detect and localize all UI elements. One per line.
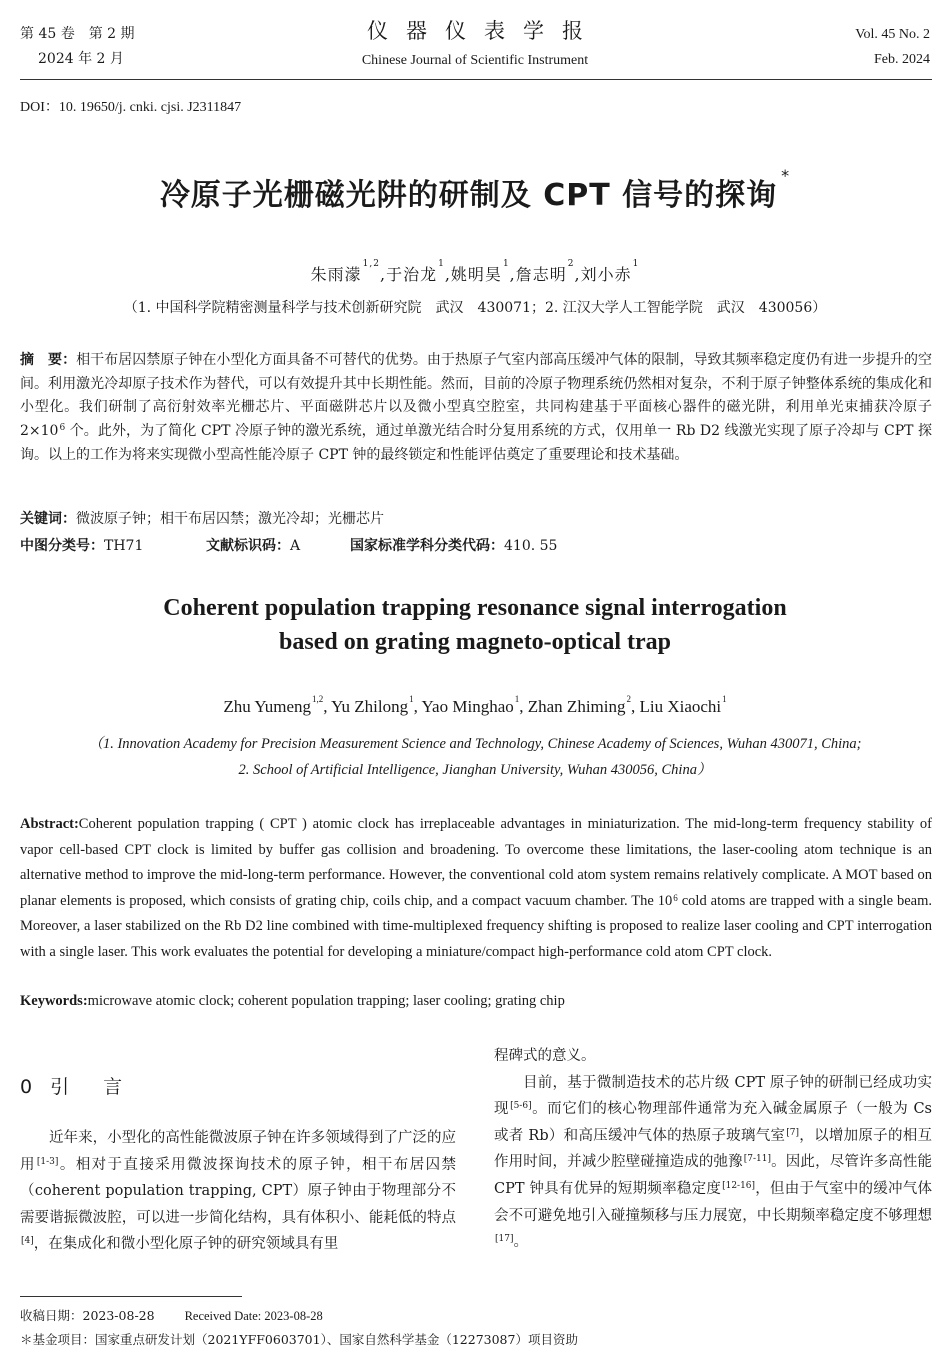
author-list-en: Zhu Yumeng$^{1,2}$, Yu Zhilong$^1$, Yao Minghao$^1$, Zhan Zhiming$^2$, Liu Xiaochi$^1$ [223, 694, 727, 716]
doi: DOI：10. 19650/j. cnki. cjsi. J2311847 [20, 100, 242, 115]
author-aff: 2 [626, 694, 631, 704]
paragraph-continued: 程碑式的意义。 [494, 1048, 596, 1064]
citation: [4] [21, 1236, 34, 1247]
issue-info-en [855, 22, 930, 72]
paper-title-cn-text: 冷原子光栅磁光阱的研制及 CPT 信号的探询 [159, 178, 778, 213]
keywords-en [20, 993, 932, 1010]
section-title: 引言 [50, 1076, 157, 1098]
body-column-left [20, 1125, 456, 1258]
author-list-cn: 朱雨濛$^{1,2}$,于治龙$^1$,姚明昊$^1$,詹志明$^2$,刘小赤$^1$ [310, 259, 640, 284]
section-heading [20, 1072, 156, 1099]
author-aff: 1,2 [312, 694, 324, 704]
issue-date: 2024 年 2 月 [38, 51, 124, 67]
keywords-label-en: Keywords: [20, 993, 88, 1009]
author-name: Yao Minghao [421, 697, 514, 716]
paragraph [494, 1070, 932, 1256]
doc-code-value: A [290, 538, 301, 554]
journal-name-en: Chinese Journal of Scientific Instrument [361, 53, 589, 68]
affiliation-en-line2: 2. School of Artificial Intelligence, Jianghan University, Wuhan 430056, China） [238, 762, 712, 778]
citation: [5-6] [510, 1101, 532, 1112]
keywords-label-cn: 关键词： [20, 511, 76, 527]
paper-title-en-line2: based on grating magneto-optical trap [279, 629, 671, 655]
exponent: 6 [673, 892, 678, 903]
text-run: 近年来，小型化的高性能微波原子钟在许多领域得到了广泛的应用 [20, 1130, 456, 1173]
citation: [17] [495, 1234, 514, 1245]
author-aff: 1 [722, 694, 727, 704]
affiliation-cn: （1. 中国科学院精密测量科学与技术创新研究院 武汉 430071；2. 江汉大学人工智能学院 武汉 430056） [123, 300, 827, 316]
received-date-en: Received Date: 2023-08-28 [184, 1309, 323, 1323]
fund-mark: * [781, 166, 791, 185]
fund-note: ＊基金项目：国家重点研发计划（2021YFF0603701）、国家自然科学基金（12273087）项目资助 [20, 1332, 578, 1347]
paper-title-en [0, 591, 950, 659]
paper-title-en-line1: Coherent population trapping resonance signal interrogation [163, 595, 787, 621]
paragraph [20, 1125, 456, 1258]
text-run: 。因此，尽管许多高性能 CPT 钟具有优异的短期频率稳定度 [494, 1154, 933, 1197]
volume-issue: 第 45 卷 第 2 期 [20, 26, 135, 42]
subject-code-label: 国家标准学科分类代码： [350, 538, 504, 554]
subject-code-value: 410. 55 [504, 538, 558, 554]
received-date-cn: 收稿日期：2023-08-28 [20, 1308, 155, 1323]
citation: [7] [786, 1127, 800, 1138]
author-name: Liu Xiaochi [639, 697, 722, 716]
footnote-divider [20, 1296, 242, 1297]
author-name: Yu Zhilong [331, 697, 409, 716]
header-divider [20, 79, 932, 80]
volume-issue-en: Vol. 45 No. 2 [855, 27, 930, 42]
author-name: 于治龙 [386, 265, 438, 284]
classification-line [20, 535, 932, 555]
author-aff: 2 [567, 259, 575, 269]
keywords-text-cn: 微波原子钟；相干布居囚禁；激光冷却；光栅芯片 [76, 511, 384, 527]
abstract-text-cn: 相干布居囚禁原子钟在小型化方面具备不可替代的优势。由于热原子气室内部高压缓冲气体的限制，导致其频率稳定度仍有进一步提升的空间。利用激光冷却原子技术作为替代，可以有效提升其中长期性能。然而，目前的冷原子物理系统仍然相对复杂，不利于原子钟整体系统的集成化和小型化。我们研制了高衍射效率光栅芯片、平面磁阱芯片以及微小型真空腔室，共同构建基于平面核心器件的磁光阱，利用单光束捕获冷原子 2×10 [20, 352, 932, 440]
abstract-text-cn-2: 个。此外，为了简化 CPT 冷原子钟的激光系统，通过单激光结合时分复用系统的方式，仅用单一 Rb D2 线激光实现了原子冷却与 CPT 探询。以上的工作为将来实现微小型高性能冷原子 CPT 钟的最终锁定和性能评估奠定了重要理论和技术基础。 [20, 423, 932, 463]
body-column-right [494, 1043, 932, 1256]
citation: [1-3] [36, 1156, 59, 1167]
author-aff: 1 [409, 694, 414, 704]
abstract-text-en: Coherent population trapping ( CPT ) atomic clock has irreplaceable advantages in miniaturization. The mid-long-term frequency stability of vapor cell-based CPT clock is limited by buffer gas collision and broadening. To overcome these limitations, the laser-cooling atom technique is an alternative method to improve the mid-long-term performance. However, the conventional cold atom system remains relatively complicate. A MOT based on planar elements is proposed, which consists of grating chip, coils chip, and a compact vacuum chamber. The 10 [20, 816, 932, 909]
author-name: 朱雨濛 [310, 265, 362, 284]
affiliation-en-line1: （1. Innovation Academy for Precision Measurement Science and Technology, Chinese Academy of Sciences, Wuhan 430071, China; [88, 736, 862, 752]
journal-name [0, 18, 950, 74]
author-aff: 1 [502, 259, 510, 269]
author-aff: 1 [632, 259, 640, 269]
text-run: ，但由于气室中的缓冲气体会不可避免地引入碰撞频移与压力展宽，中长期频率稳定度不够理想 [494, 1180, 932, 1224]
author-name: 詹志明 [515, 265, 567, 284]
issue-date-en: Feb. 2024 [874, 52, 930, 67]
journal-name-cn: 仪器仪表学报 [367, 19, 601, 43]
text-run: 。 [513, 1234, 528, 1251]
abstract-label-en: Abstract: [20, 816, 79, 832]
text-run: ，以增加原子的相互作用时间，并减少腔壁碰撞造成的弛豫 [494, 1127, 932, 1171]
doc-code-label: 文献标识码： [206, 538, 290, 554]
text-run: 。相对于直接采用微波探询技术的原子钟，相干布居囚禁（coherent population trapping, CPT）原子钟由于物理部分不需要谐振微波腔，可以进一步简化结构，具有体积小、能耗低的特点 [20, 1156, 457, 1226]
abstract-text-en-2: cold atoms are trapped with a single beam. Moreover, a laser stabilized on the Rb D2 line combined with time-multiplexed frequency shifting is proposed to realize laser cooling and CPT interrogation with a single laser. This work evaluates the potential for developing a miniature/compact high-performance cold atom CPT clock. [20, 892, 933, 960]
author-name: 姚明昊 [450, 265, 502, 284]
citation: [12-16] [722, 1180, 756, 1191]
exponent: 6 [59, 423, 66, 434]
abstract-en [20, 812, 932, 966]
text-run: 。而它们的核心物理部件通常为充入碱金属原子（一般为 Cs 或者 Rb）和高压缓冲气体的热原子玻璃气室 [494, 1101, 933, 1144]
clc-value: TH71 [104, 538, 144, 554]
paper-title-cn [0, 166, 950, 214]
citation: [7-11] [743, 1154, 772, 1165]
author-aff: 1 [514, 694, 520, 704]
text-run: ，在集成化和微小型化原子钟的研究领域具有里 [33, 1236, 339, 1253]
text-run: 目前，基于微制造技术的芯片级 CPT 原子钟的研制已经成功实现 [494, 1074, 932, 1118]
abstract-cn [20, 349, 932, 468]
affiliation-en [0, 731, 950, 783]
author-name: Zhan Zhiming [527, 697, 626, 716]
keywords-text-en: microwave atomic clock; coherent population trapping; laser cooling; grating chip [87, 993, 565, 1009]
author-aff: 1 [438, 259, 445, 269]
keywords-cn [20, 508, 932, 528]
received-date [20, 1306, 323, 1324]
author-name: 刘小赤 [580, 265, 632, 284]
clc-label: 中图分类号： [20, 538, 104, 554]
section-number: 0 [20, 1076, 33, 1098]
author-aff: 1,2 [362, 259, 380, 269]
abstract-label-cn: 摘 要： [20, 352, 77, 368]
author-name: Zhu Yumeng [223, 697, 311, 716]
